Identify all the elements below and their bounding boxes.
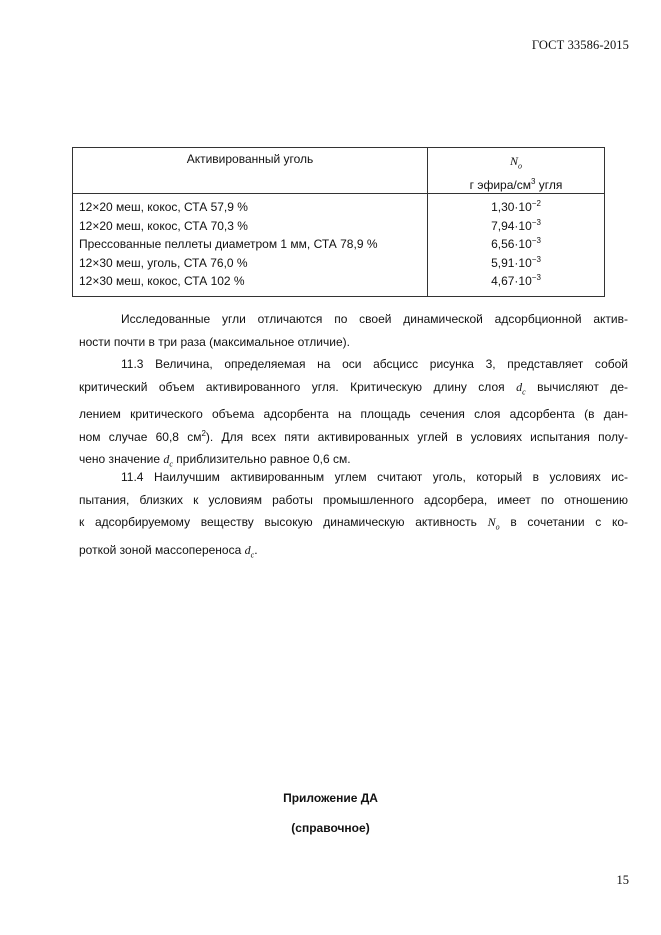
paragraph-activity-comparison: Исследованные угли отличаются по своей динамической адсорбционной актив- ности почти в три раза (максимальное отличие). — [79, 312, 628, 349]
carbon-name: 12×20 меш, кокос, СТА 57,9 % — [79, 200, 248, 215]
activity-value: $7,94\cdot 10^{-3}$ — [491, 217, 541, 233]
page-number: 15 — [616, 873, 629, 887]
appendix-title: Приложение ДА — [283, 791, 378, 805]
column-header-activity — [428, 148, 605, 194]
activated-carbon-table — [72, 147, 605, 297]
activity-value: $6,56\cdot 10^{-3}$ — [491, 236, 541, 252]
symbol-dc: $d_c$ — [516, 379, 526, 396]
symbol-dc: $d_c$ — [163, 452, 173, 469]
carbon-name: 12×20 меш, кокос, СТА 70,3 % — [79, 218, 248, 233]
activity-value: $5,91\cdot 10^{-3}$ — [491, 254, 541, 270]
symbol-dc: $d_c$ — [244, 542, 255, 560]
table-header-row — [73, 148, 605, 194]
table-row — [73, 194, 605, 297]
activity-symbol: $N_o$ — [509, 154, 522, 171]
carbon-name: Прессованные пеллеты диаметром 1 мм, СТА 78,9 % — [79, 237, 378, 252]
activity-unit: г эфира/$см^3$ угля — [469, 177, 563, 193]
activity-value: $1,30\cdot 10^{-2}$ — [491, 199, 541, 215]
paragraph-11-3: 11.3 Величина, определяемая на оси абсцисс рисунка 3, представляет собой критический объем активированного угля. Критическую длину слоя $d_c$ вычисляют де- лением критического объема адсорбента на площадь сечения слоя адсорбента (в дан- ном случае 60,8 $см^2$). Для всех пяти активированных углей в условиях испытания полу- чено значение $d_c$ приблизительно равное 0,6 см. — [79, 357, 629, 469]
carbon-names-cell — [73, 194, 428, 297]
activity-value: $4,67\cdot 10^{-3}$ — [491, 273, 541, 289]
column-header-carbon: Активированный уголь — [73, 148, 428, 194]
appendix-subtitle: (справочное) — [291, 821, 370, 835]
carbon-name: 12×30 меш, уголь, СТА 76,0 % — [79, 255, 248, 270]
activity-values-cell — [428, 194, 605, 297]
document-standard-number: ГОСТ 33586-2015 — [531, 38, 629, 52]
symbol-no: $N_o$ — [487, 515, 500, 532]
paragraph-11-4: 11.4 Наилучшим активированным углем считают уголь, который в условиях ис- пытания, близких к условиям работы промышленного адсорбера, имеет по отношению к адсорбируемому веществу высокую динамическую активность $N_o$ в сочетании с ко- роткой зоной массопереноса $d_c$. — [79, 470, 628, 560]
carbon-name: 12×30 меш, кокос, СТА 102 % — [79, 274, 245, 289]
